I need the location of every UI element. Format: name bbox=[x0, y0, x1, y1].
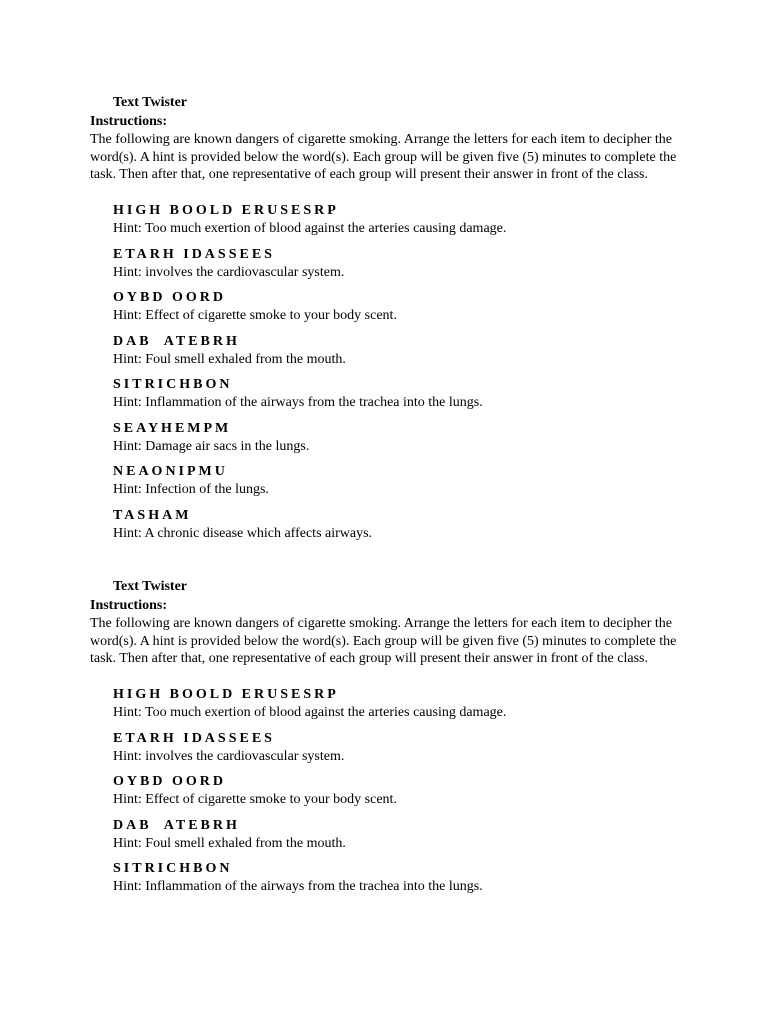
scrambled-word: SEAYHEMPM bbox=[113, 420, 232, 436]
puzzle-item bbox=[113, 773, 690, 809]
worksheet-title: Text Twister bbox=[113, 95, 188, 110]
scrambled-word: HIGH BOOLD ERUSESRP bbox=[113, 687, 339, 703]
worksheet-section-2 bbox=[90, 578, 690, 904]
hint-text: Hint: involves the cardiovascular system. bbox=[113, 264, 345, 280]
puzzle-item bbox=[113, 463, 690, 499]
puzzle-item bbox=[113, 333, 690, 369]
scrambled-word: DAB ATEBRH bbox=[113, 817, 240, 833]
puzzle-item bbox=[113, 730, 690, 766]
instructions-label: Instructions: bbox=[90, 114, 168, 129]
scrambled-word: SITRICHBON bbox=[113, 861, 233, 877]
hint-text: Hint: Damage air sacs in the lungs. bbox=[113, 438, 310, 454]
hint-text: Hint: Infection of the lungs. bbox=[113, 482, 269, 498]
puzzle-item bbox=[113, 376, 690, 412]
puzzle-item bbox=[113, 246, 690, 282]
hint-text: Hint: Effect of cigarette smoke to your body scent. bbox=[113, 308, 397, 324]
puzzle-item bbox=[113, 202, 690, 238]
puzzle-list bbox=[113, 686, 690, 896]
hint-text: Hint: A chronic disease which affects airways. bbox=[113, 525, 373, 541]
puzzle-item bbox=[113, 860, 690, 896]
scrambled-word: SITRICHBON bbox=[113, 377, 233, 393]
hint-text: Hint: Foul smell exhaled from the mouth. bbox=[113, 351, 346, 367]
worksheet-section-1 bbox=[90, 94, 690, 550]
scrambled-word: TASHAM bbox=[113, 507, 192, 523]
scrambled-word: OYBD OORD bbox=[113, 290, 226, 306]
scrambled-word: OYBD OORD bbox=[113, 774, 226, 790]
hint-text: Hint: Foul smell exhaled from the mouth. bbox=[113, 835, 346, 851]
instructions-text: The following are known dangers of cigarette smoking. Arrange the letters for each item to decipher the word(s). A hint is provided below the word(s). Each group will be given five (5) minutes to complete the task. Then after that, one representative of each group will present their answer in front of the class. bbox=[90, 616, 677, 667]
puzzle-item bbox=[113, 507, 690, 543]
instructions-text: The following are known dangers of cigarette smoking. Arrange the letters for each item to decipher the word(s). A hint is provided below the word(s). Each group will be given five (5) minutes to complete the task. Then after that, one representative of each group will present their answer in front of the class. bbox=[90, 132, 677, 183]
hint-text: Hint: Too much exertion of blood against the arteries causing damage. bbox=[113, 705, 507, 721]
puzzle-item bbox=[113, 686, 690, 722]
scrambled-word: ETARH IDASSEES bbox=[113, 246, 275, 262]
scrambled-word: NEAONIPMU bbox=[113, 464, 228, 480]
scrambled-word: DAB ATEBRH bbox=[113, 333, 240, 349]
hint-text: Hint: Effect of cigarette smoke to your body scent. bbox=[113, 792, 397, 808]
puzzle-list bbox=[113, 202, 690, 543]
scrambled-word: HIGH BOOLD ERUSESRP bbox=[113, 203, 339, 219]
worksheet-title: Text Twister bbox=[113, 579, 188, 594]
puzzle-item bbox=[113, 420, 690, 456]
hint-text: Hint: involves the cardiovascular system. bbox=[113, 748, 345, 764]
puzzle-item bbox=[113, 289, 690, 325]
hint-text: Hint: Too much exertion of blood against the arteries causing damage. bbox=[113, 221, 507, 237]
hint-text: Hint: Inflammation of the airways from the trachea into the lungs. bbox=[113, 879, 483, 895]
hint-text: Hint: Inflammation of the airways from the trachea into the lungs. bbox=[113, 395, 483, 411]
scrambled-word: ETARH IDASSEES bbox=[113, 730, 275, 746]
instructions-label: Instructions: bbox=[90, 598, 168, 613]
puzzle-item bbox=[113, 817, 690, 853]
